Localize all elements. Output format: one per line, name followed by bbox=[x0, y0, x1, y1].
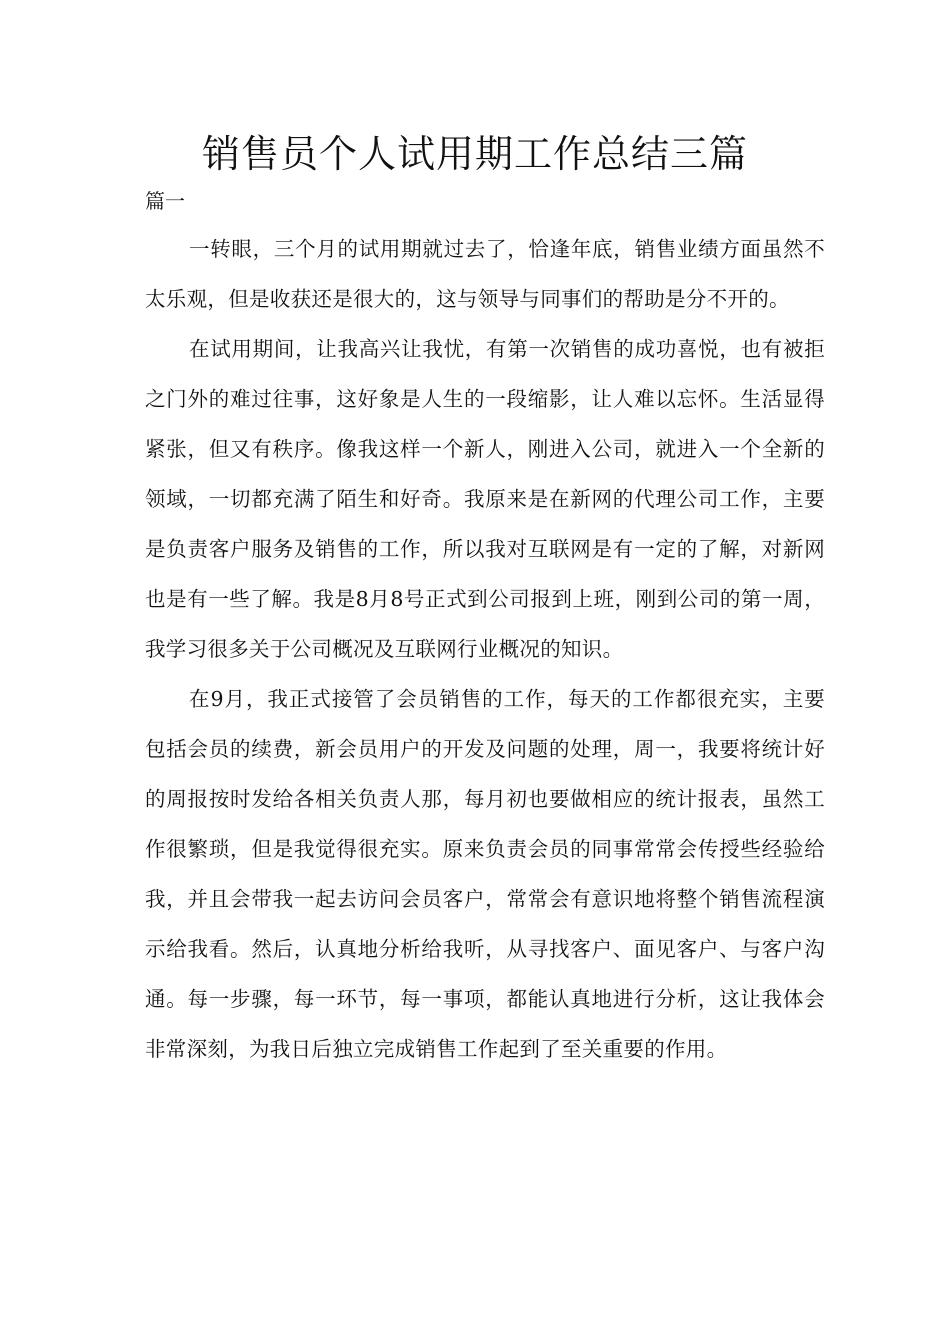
paragraph-3: 在9月，我正式接管了会员销售的工作，每天的工作都很充实，主要包括会员的续费，新会员用户的开发及问题的处理，周一，我要将统计好的周报按时发给各相关负责人那，每月初也要做相应的统计报表，虽然工作很繁琐，但是我觉得很充实。原来负责会员的同事常常会传授些经验给我，并且会带我一起去访问会员客户，常常会有意识地将整个销售流程演示给我看。然后，认真地分析给我听，从寻找客户、面见客户、与客户沟通。每一步骤，每一环节，每一事项，都能认真地进行分析，这让我体会非常深刻，为我日后独立完成销售工作起到了至关重要的作用。 bbox=[145, 687, 825, 1061]
section-label: 篇一 bbox=[145, 189, 185, 213]
paragraph-1: 一转眼，三个月的试用期就过去了，恰逢年底，销售业绩方面虽然不太乐观，但是收获还是很大的，这与领导与同事们的帮助是分不开的。 bbox=[145, 237, 825, 311]
document-title: 销售员个人试用期工作总结三篇 bbox=[201, 132, 748, 176]
document-body bbox=[145, 224, 825, 1074]
paragraph-2: 在试用期间，让我高兴让我忧，有第一次销售的成功喜悦，也有被拒之门外的难过往事，这好象是人生的一段缩影，让人难以忘怀。生活显得紧张，但又有秩序。像我这样一个新人，刚进入公司，就进入一个全新的领域，一切都充满了陌生和好奇。我原来是在新网的代理公司工作，主要是负责客户服务及销售的工作，所以我对互联网是有一定的了解，对新网也是有一些了解。我是8月8号正式到公司报到上班，刚到公司的第一周，我学习很多关于公司概况及互联网行业概况的知识。 bbox=[145, 337, 825, 661]
